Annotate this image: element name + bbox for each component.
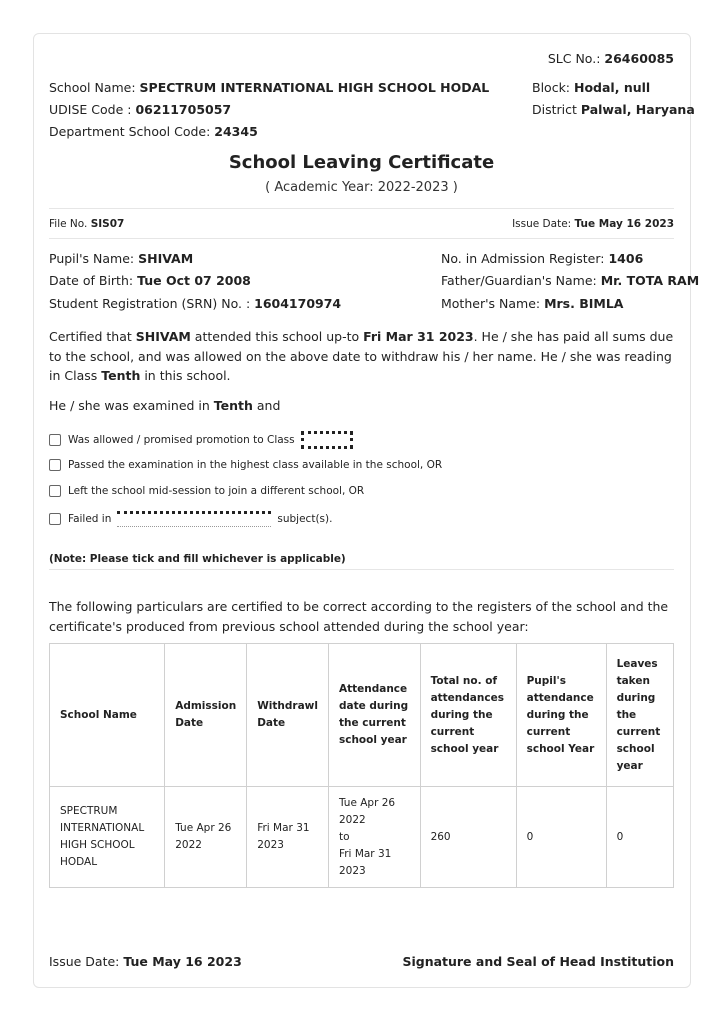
udise-code: UDISE Code : 06211705057 bbox=[49, 102, 232, 117]
particulars-statement: The following particulars are certified to be correct according to the registers of the school and the certificate's produced from previous school attended during the school year: bbox=[49, 599, 669, 634]
pupil-name: Pupil's Name: SHIVAM bbox=[49, 251, 194, 266]
cell-attendance-date: Tue Apr 26 2022 to Fri Mar 31 2023 bbox=[328, 787, 420, 888]
col-attendance-date: Attendance date during the current school year bbox=[328, 644, 420, 787]
issue-date-top: Issue Date: Tue May 16 2023 bbox=[512, 218, 674, 230]
divider bbox=[49, 569, 674, 570]
table-row bbox=[50, 787, 674, 888]
col-total-attendances: Total no. of attendances during the current school year bbox=[420, 644, 516, 787]
promotion-class-field[interactable] bbox=[301, 431, 353, 449]
cell-admission-date: Tue Apr 26 2022 bbox=[165, 787, 247, 888]
father-guardian-name: Father/Guardian's Name: Mr. TOTA RAM bbox=[441, 273, 700, 288]
divider bbox=[49, 208, 674, 209]
slc-number: SLC No.: 26460085 bbox=[547, 51, 674, 66]
mother-name: Mother's Name: Mrs. BIMLA bbox=[441, 296, 624, 311]
note: (Note: Please tick and fill whichever is applicable) bbox=[49, 553, 346, 565]
particulars-table bbox=[49, 643, 674, 888]
cell-school-name: SPECTRUM INTERNATIONAL HIGH SCHOOL HODAL bbox=[50, 787, 165, 888]
academic-year: ( Academic Year: 2022-2023 ) bbox=[265, 180, 458, 195]
col-leaves-taken: Leaves taken during the current school year bbox=[606, 644, 673, 787]
examined-statement: He / she was examined in Tenth and bbox=[49, 398, 281, 413]
admission-register-number: No. in Admission Register: 1406 bbox=[441, 251, 644, 266]
col-school-name: School Name bbox=[50, 644, 165, 787]
certificate-title: School Leaving Certificate bbox=[228, 152, 495, 173]
cell-leaves-taken: 0 bbox=[606, 787, 673, 888]
department-school-code: Department School Code: 24345 bbox=[49, 124, 258, 139]
failed-checkbox[interactable] bbox=[49, 513, 61, 525]
cell-total-attendances: 260 bbox=[420, 787, 516, 888]
option-passed: Passed the examination in the highest class available in the school, OR bbox=[49, 459, 442, 471]
date-of-birth: Date of Birth: Tue Oct 07 2008 bbox=[49, 273, 251, 288]
school-name: School Name: SPECTRUM INTERNATIONAL HIGH SCHOOL HODAL bbox=[49, 80, 490, 95]
passed-checkbox[interactable] bbox=[49, 459, 61, 471]
cell-withdrawl-date: Fri Mar 31 2023 bbox=[247, 787, 329, 888]
signature-label: Signature and Seal of Head Institution bbox=[402, 954, 674, 969]
district: District Palwal, Haryana bbox=[532, 102, 695, 117]
failed-subjects-field[interactable] bbox=[117, 511, 271, 527]
col-admission-date: Admission Date bbox=[165, 644, 247, 787]
option-left-mid-session: Left the school mid-session to join a different school, OR bbox=[49, 485, 364, 497]
srn-number: Student Registration (SRN) No. : 1604170974 bbox=[49, 296, 342, 311]
file-number: File No. SIS07 bbox=[49, 218, 125, 230]
col-pupil-attendance: Pupil's attendance during the current school Year bbox=[516, 644, 606, 787]
issue-date-footer: Issue Date: Tue May 16 2023 bbox=[49, 954, 242, 969]
certification-statement: Certified that SHIVAM attended this school up-to Fri Mar 31 2023. He / she has paid all sums due to the school, and was allowed on the above date to withdraw his / her name. He / she was reading in Class Tenth in this school. bbox=[49, 329, 674, 383]
block: Block: Hodal, null bbox=[532, 80, 651, 95]
cell-pupil-attendance: 0 bbox=[516, 787, 606, 888]
left-school-checkbox[interactable] bbox=[49, 485, 61, 497]
promotion-checkbox[interactable] bbox=[49, 434, 61, 446]
option-promotion: Was allowed / promised promotion to Class bbox=[49, 431, 353, 449]
option-failed: Failed in subject(s). bbox=[49, 511, 332, 527]
divider bbox=[49, 238, 674, 239]
table-header-row bbox=[50, 644, 674, 787]
col-withdrawl-date: Withdrawl Date bbox=[247, 644, 329, 787]
